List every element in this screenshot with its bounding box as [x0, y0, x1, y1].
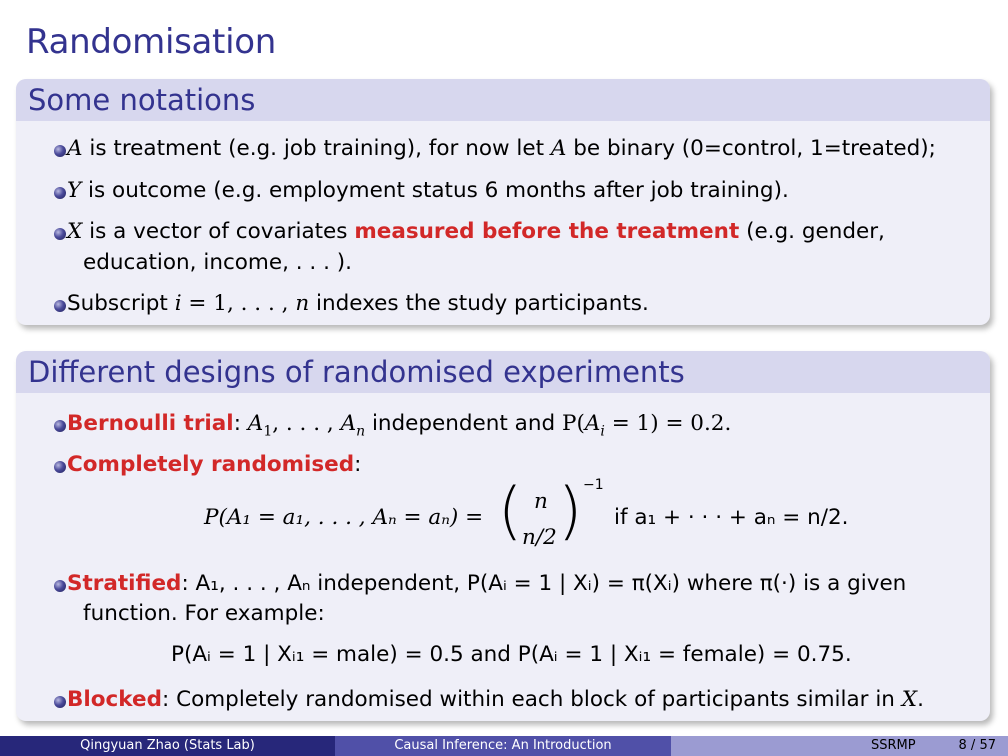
- list-item-stratified-line2: function. For example:: [83, 601, 325, 626]
- list-item-blocked: Blocked: Completely randomised within each block of participants similar in X.: [67, 684, 924, 715]
- footer-talk-title: Causal Inference: An Introduction: [335, 736, 671, 756]
- notations-block-title: Some notations: [16, 79, 990, 121]
- bullet-icon: [54, 461, 66, 473]
- footer-conference: SSRMP: [871, 738, 916, 753]
- bullet-icon: [54, 228, 66, 240]
- list-item-subscript: Subscript i = 1, . . . , n indexes the study participants.: [67, 288, 649, 319]
- bullet-icon: [54, 187, 66, 199]
- bullet-icon: [54, 145, 66, 157]
- footer-author: Qingyuan Zhao (Stats Lab): [0, 736, 335, 756]
- binom-left-paren: (: [498, 474, 523, 547]
- bullet-icon: [54, 696, 66, 708]
- list-item-stratified: Stratified: A₁, . . . , Aₙ independent, P(Aᵢ = 1 | Xᵢ) = π(Xᵢ) where π(·) is a given: [67, 568, 906, 599]
- list-item-outcome: Y is outcome (e.g. employment status 6 months after job training).: [67, 175, 789, 206]
- complete-equation-left: P(A₁ = a₁, . . . , Aₙ = aₙ) =: [204, 505, 484, 530]
- footer-page-number: 8 / 57: [958, 738, 996, 753]
- list-item-covariates-line2: education, income, . . . ).: [83, 250, 352, 275]
- bullet-icon: [54, 420, 66, 432]
- highlight-text: measured before the treatment: [354, 219, 740, 244]
- list-item-covariates: X is a vector of covariates measured before the treatment (e.g. gender,: [67, 216, 885, 247]
- designs-block-title: Different designs of randomised experiments: [16, 351, 990, 393]
- stratified-example: P(Aᵢ = 1 | Xᵢ₁ = male) = 0.5 and P(Aᵢ = 1 | Xᵢ₁ = female) = 0.75.: [171, 642, 852, 667]
- list-item-treatment: A is treatment (e.g. job training), for now let A be binary (0=control, 1=treated);: [67, 133, 936, 164]
- binom-exponent: −1: [583, 477, 604, 493]
- list-item-complete: Completely randomised:: [67, 449, 361, 480]
- list-item-bernoulli: Bernoulli trial: $A_1$, . . . , $A_n$ independent and $P(A_i = 1) = 0.2$.: [67, 408, 731, 447]
- binom-right-paren: ): [558, 474, 583, 547]
- bullet-icon: [54, 580, 66, 592]
- binom-top: n: [534, 489, 548, 514]
- slide-title: Randomisation: [26, 22, 276, 62]
- bullet-icon: [54, 300, 66, 312]
- complete-equation-right: if a₁ + · · · + aₙ = n/2.: [614, 505, 849, 530]
- footer-right: [671, 736, 1008, 756]
- binom-bottom: n/2: [522, 525, 557, 550]
- slide-footer: [0, 736, 1008, 756]
